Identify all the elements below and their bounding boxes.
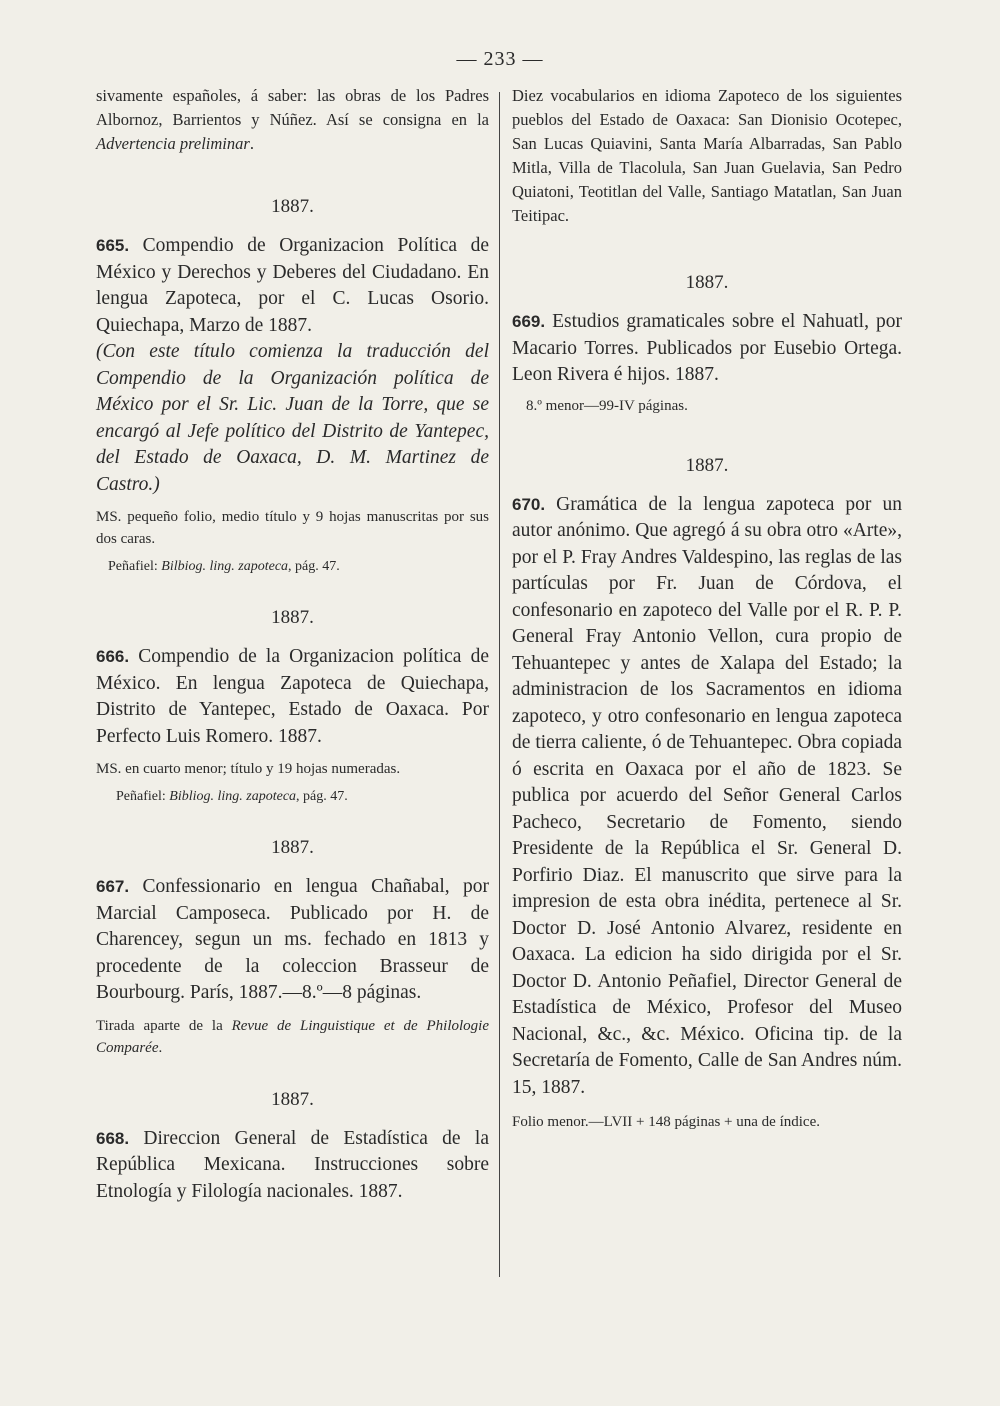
year-668: 1887. bbox=[271, 1088, 314, 1110]
entry-669: 669. Estudios gramaticales sobre el Nahuatl, por Macario Torres. Publicados por Eusebio Ortega. Leon Rivera é hijos. 1887. bbox=[512, 311, 902, 385]
entry-670-pages: Folio menor.—LVII + 148 páginas + una de índice. bbox=[512, 1114, 820, 1130]
year-669: 1887. bbox=[685, 272, 729, 293]
left-column bbox=[96, 84, 489, 1205]
entry-665-ms: MS. pequeño folio, medio título y 9 hojas manuscritas por sus dos caras. bbox=[96, 509, 489, 547]
entry-670: 670. Gramática de la lengua zapoteca por un autor anónimo. Que agregó á su obra otro «Arte», por el P. Fray Andres Valdespino, las reglas de las partículas por Fr. Juan de Córdova, el confesonario en zapoteco del Valle por el R. P. P. General Fray Antonio Vellon, cura propio de Tehuantepec y antes de Xalapa del Estado; la administracion de los Sacramentos en idioma zapoteco, y otro confesonario en lengua zapoteca de tierra caliente, ó de Tehuantepec. Obra copiada ó escrita en Oaxaca por el año de 1823. Se publica por acuerdo del Señor General Carlos Pacheco, Secretario de Fomento, siendo Presidente de la República el Sr. General D. Porfirio Diaz. El manuscrito que sirve para la impresion de esta obra inédita, pertenece al Sr. Doctor D. José Antonio Alvarez, residente en Oaxaca. La edicion ha sido dirigida por el Sr. Doctor D. Antonio Peñafiel, Director General de Estadística de México, Profesor del Museo Nacional, &c., &c. México. Oficina tip. de la Secretaría de Fomento, Calle de San Andres núm. 15, 1887. bbox=[512, 493, 902, 1098]
entry-666-citation: Peñafiel: Bibliog. ling. zapoteca, pág. 47. bbox=[116, 789, 348, 804]
year-665: 1887. bbox=[271, 196, 314, 217]
entry-666-ms: MS. en cuarto menor; título y 19 hojas numeradas. bbox=[96, 761, 401, 777]
entry-665-citation: Peñafiel: Bilbiog. ling. zapoteca, pág. 47. bbox=[108, 559, 340, 574]
year-670: 1887. bbox=[685, 454, 729, 476]
entry-667-tirada: Tirada aparte de la Revue de Linguistique et de Philologie Comparée. bbox=[96, 1017, 489, 1056]
entry-667: 667. Confessionario en lengua Chañabal, por Marcial Camposeca. Publicado por H. de Charencey, segun un ms. fechado en 1813 y procedente de la coleccion Brasseur de Bourbourg. París, 1887.—8.º—8 páginas. bbox=[96, 876, 489, 1003]
year-666: 1887. bbox=[271, 607, 314, 628]
column-divider bbox=[499, 92, 500, 1277]
entry-665: 665. Compendio de Organizacion Política de México y Derechos y Deberes del Ciudadano. En lengua Zapoteca, por el C. Lucas Osorio. Quiechapa, Marzo de 1887. bbox=[96, 235, 489, 336]
right-column bbox=[512, 84, 902, 1133]
year-667: 1887. bbox=[271, 837, 314, 858]
page-number: — 233 — bbox=[456, 48, 544, 70]
entry-669-pages: 8.º menor—99-IV páginas. bbox=[526, 397, 688, 414]
vocabularios-paragraph: Diez vocabularios en idioma Zapoteco de los siguientes pueblos del Estado de Oaxaca: San Dionisio Ocotepec, San Lucas Quiavini, Santa María Albarradas, San Pablo Mitla, Villa de Tlacolula, San Juan Guelavia, San Pedro Quiatoni, Teotitlan del Valle, Santiago Matatlan, San Juan Teitipac. bbox=[512, 86, 902, 225]
entry-666: 666. Compendio de la Organizacion política de México. En lengua Zapoteca de Quiechapa, Distrito de Yantepec, Estado de Oaxaca. Por Perfecto Luis Romero. 1887. bbox=[96, 646, 489, 747]
entry-665-note: (Con este título comienza la traducción del Compendio de la Organización política de México por el Sr. Lic. Juan de la Torre, que se encargó al Jefe político del Distrito de Yantepec, del Estado de Oaxaca, D. M. Martinez de Castro.) bbox=[96, 341, 489, 495]
entry-668: 668. Direccion General de Estadística de la República Mexicana. Instrucciones sobre Etnología y Filología nacionales. 1887. bbox=[96, 1127, 489, 1202]
intro-paragraph: sivamente españoles, á saber: las obras de los Padres Albornoz, Barrientos y Núñez. Así se consigna en la Advertencia preliminar. bbox=[96, 86, 489, 153]
